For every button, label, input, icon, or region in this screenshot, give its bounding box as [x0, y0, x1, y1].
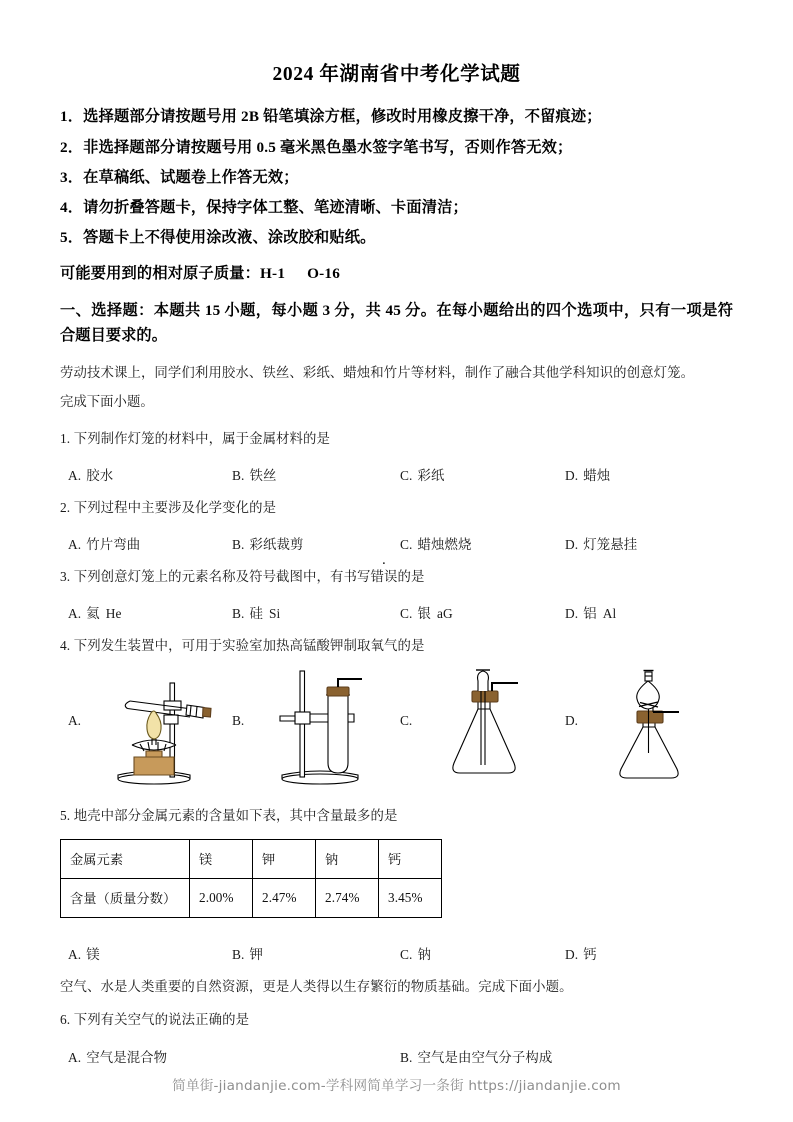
option-symbol: Al — [602, 606, 617, 622]
option-letter: C. — [400, 946, 413, 962]
question-4-apparatus-options — [60, 665, 733, 793]
question-6-options — [60, 1031, 733, 1067]
notice-item-4: 4．请勿折叠答题卡，保持字体工整、笔迹清晰、卡面清洁； — [60, 198, 468, 216]
question-1-option-d[interactable] — [565, 465, 610, 484]
question-2-option-a[interactable] — [68, 534, 140, 553]
question-6-option-a[interactable] — [68, 1047, 167, 1066]
option-text: 胶水 — [86, 468, 114, 484]
atomic-mass-h: H-1 — [260, 265, 286, 283]
question-6-text: 下列有关空气的说法正确的是 — [73, 1012, 250, 1028]
option-letter: D. — [565, 468, 579, 484]
question-4-option-b[interactable] — [232, 665, 392, 793]
table-row-header-element: 金属元素 — [61, 839, 190, 878]
question-5-text: 地壳中部分金属元素的含量如下表，其中含量最多的是 — [73, 807, 398, 823]
option-text: 银 — [417, 606, 431, 622]
test-tube-on-iron-stand-icon — [258, 665, 388, 793]
table-row-elements — [61, 839, 442, 878]
question-3-option-a[interactable] — [68, 603, 122, 622]
notice-item-2: 2．非选择题部分请按题号用 0.5 毫米黑色墨水签字笔书写，否则作答无效； — [60, 138, 573, 156]
notice-item-5: 5．答题卡上不得使用涂改液、涂改胶和贴纸。 — [60, 229, 376, 247]
question-1-stem — [60, 413, 733, 449]
question-3-text-part2: 的是 — [397, 569, 425, 585]
question-2-option-c[interactable] — [400, 534, 471, 553]
atomic-mass-label: 可能要用到的相对原子质量： — [60, 265, 261, 283]
question-4-option-a[interactable] — [68, 665, 228, 793]
table-row-header-content: 含量（质量分数） — [61, 878, 190, 917]
question-4-text: 下列发生装置中，可用于实验室加热高锰酸钾制取氧气的是 — [73, 638, 425, 654]
option-text: 蜡烛燃烧 — [417, 537, 472, 553]
flask-with-long-neck-funnel-icon — [426, 665, 556, 793]
option-letter: A. — [68, 1049, 82, 1065]
atomic-mass-o: O-16 — [307, 265, 340, 283]
question-5-number: 5. — [60, 807, 71, 823]
passage-lantern-line2: 完成下面小题。 — [60, 394, 154, 410]
option-letter: C. — [400, 606, 413, 622]
question-6-stem — [60, 997, 733, 1030]
flask-with-separating-funnel-icon — [591, 665, 721, 793]
footer-watermark: 简单街-jiandanjie.com-学科网简单学习一条街 https://jiandanjie.com — [172, 1078, 621, 1094]
option-letter: A. — [68, 468, 82, 484]
option-letter: C. — [400, 468, 413, 484]
passage-air-water: 空气、水是人类重要的自然资源，更是人类得以生存繁衍的物质基础。完成下面小题。 — [60, 978, 573, 994]
option-letter: D. — [565, 537, 579, 553]
question-2-option-d[interactable] — [565, 534, 637, 553]
question-5-option-b[interactable] — [232, 944, 263, 963]
question-4-option-c[interactable] — [400, 665, 560, 793]
element-content-table — [60, 839, 442, 918]
passage-lantern-line1: 劳动技术课上，同学们利用胶水、铁丝、彩纸、蜡烛和竹片等材料，制作了融合其他学科知识的创意灯笼。 — [60, 364, 695, 380]
element-content-table-wrapper — [60, 826, 733, 918]
table-cell-element-3: 钠 — [316, 839, 379, 878]
option-text: 铝 — [583, 606, 597, 622]
option-text: 铁丝 — [249, 468, 277, 484]
option-symbol: Si — [268, 606, 281, 622]
option-letter: B. — [232, 946, 245, 962]
question-1-option-b[interactable] — [232, 465, 276, 484]
question-3-text-part1: 下列创意灯笼上的元素名称及符号截图中，有书写 — [73, 569, 371, 585]
option-letter: D. — [565, 606, 579, 622]
table-cell-content-1: 2.00% — [190, 878, 253, 917]
option-letter: B. — [232, 537, 245, 553]
question-5-option-d[interactable] — [565, 944, 597, 963]
page-title: 2024 年湖南省中考化学试题 — [272, 64, 521, 85]
table-cell-content-3: 2.74% — [316, 878, 379, 917]
table-row-contents — [61, 878, 442, 917]
notice-item-3: 3．在草稿纸、试题卷上作答无效； — [60, 168, 299, 186]
question-3-option-c[interactable] — [400, 603, 453, 622]
option-text: 氦 — [86, 606, 100, 622]
question-4-number: 4. — [60, 638, 71, 654]
option-letter: B. — [232, 468, 245, 484]
emphasis-char-group: 错误 — [370, 569, 398, 585]
question-1-options — [60, 449, 733, 485]
test-tube-over-alcohol-lamp-icon — [94, 665, 224, 793]
option-text: 蜡烛 — [583, 468, 611, 484]
question-3-option-b[interactable] — [232, 603, 280, 622]
question-2-number: 2. — [60, 500, 71, 516]
question-5-option-a[interactable] — [68, 944, 100, 963]
option-text: 钾 — [249, 946, 263, 962]
option-text: 空气是混合物 — [86, 1049, 168, 1065]
table-cell-element-4: 钙 — [379, 839, 442, 878]
option-letter: B. — [400, 1049, 413, 1065]
option-letter: A. — [68, 606, 82, 622]
question-5-option-c[interactable] — [400, 944, 431, 963]
option-letter: C. — [400, 712, 413, 728]
notice-item-1: 1．选择题部分请按题号用 2B 铅笔填涂方框，修改时用橡皮擦干净，不留痕迹； — [60, 108, 602, 126]
question-3-stem — [60, 554, 733, 587]
question-3-option-d[interactable] — [565, 603, 616, 622]
question-5-stem — [60, 793, 733, 826]
option-text: 竹片弯曲 — [86, 537, 141, 553]
option-letter: D. — [565, 946, 579, 962]
table-cell-content-4: 3.45% — [379, 878, 442, 917]
option-symbol: aG — [436, 606, 453, 622]
option-letter: A. — [68, 537, 82, 553]
question-2-stem — [60, 485, 733, 518]
option-text: 钙 — [583, 946, 597, 962]
option-text: 钠 — [417, 946, 431, 962]
option-text: 灯笼悬挂 — [583, 537, 638, 553]
question-2-option-b[interactable] — [232, 534, 303, 553]
question-5-options — [60, 918, 733, 964]
question-3-number: 3. — [60, 569, 71, 585]
section-heading-choice: 一、选择题：本题共 15 小题，每小题 3 分，共 45 分。在每小题给出的四个选项中，只有一项是符合题目要求的。 — [60, 302, 733, 344]
option-letter: D. — [565, 712, 579, 728]
exam-notices — [60, 87, 733, 245]
option-text: 硅 — [249, 606, 263, 622]
option-letter: B. — [232, 606, 245, 622]
table-cell-element-1: 镁 — [190, 839, 253, 878]
question-6-option-b[interactable] — [400, 1047, 552, 1066]
question-4-stem — [60, 623, 733, 656]
question-1-text: 下列制作灯笼的材料中，属于金属材料的是 — [73, 431, 331, 447]
option-letter: C. — [400, 537, 413, 553]
option-text: 彩纸裁剪 — [249, 537, 304, 553]
table-cell-content-2: 2.47% — [253, 878, 316, 917]
option-symbol: He — [105, 606, 122, 622]
option-letter: B. — [232, 712, 245, 728]
option-letter: A. — [68, 712, 82, 728]
question-3-emphasis — [371, 569, 398, 584]
question-4-option-d[interactable] — [565, 665, 725, 793]
question-3-options — [60, 587, 733, 623]
question-1-option-c[interactable] — [400, 465, 444, 484]
question-6-number: 6. — [60, 1012, 71, 1028]
question-1-option-a[interactable] — [68, 465, 113, 484]
question-2-options — [60, 518, 733, 554]
question-2-text: 下列过程中主要涉及化学变化的是 — [73, 500, 277, 516]
option-text: 镁 — [86, 946, 100, 962]
option-letter: A. — [68, 946, 82, 962]
table-cell-element-2: 钾 — [253, 839, 316, 878]
option-text: 空气是由空气分子构成 — [417, 1049, 553, 1065]
question-1-number: 1. — [60, 431, 71, 447]
option-text: 彩纸 — [417, 468, 445, 484]
relative-atomic-mass-line — [60, 245, 733, 283]
